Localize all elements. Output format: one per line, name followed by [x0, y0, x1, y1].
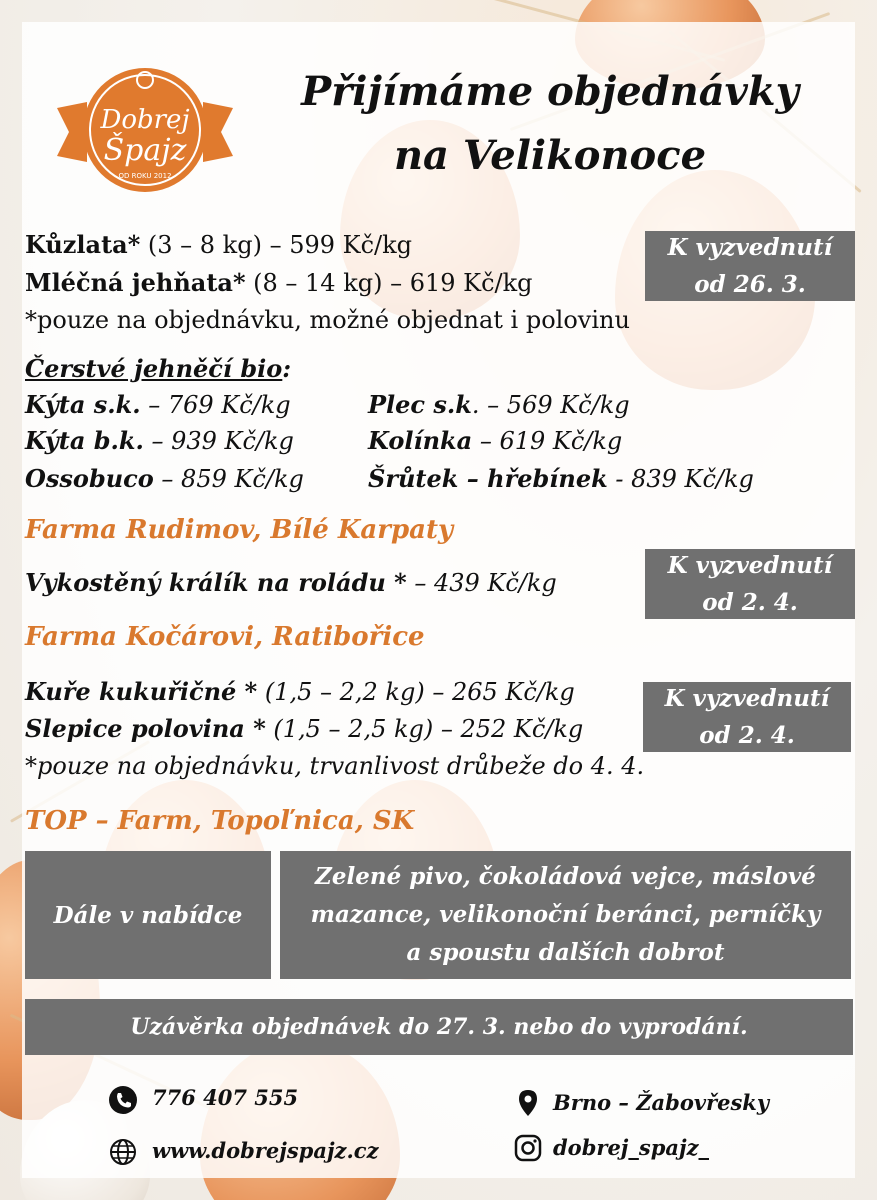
item-price: – 619 Kč/kg: [472, 427, 623, 455]
item-name: Kýta s.k.: [25, 390, 141, 419]
item-name: Šrůtek – hřebínek: [368, 464, 608, 493]
location-pin-icon: [513, 1088, 543, 1118]
item-name: Vykostěný králík na roládu *: [25, 568, 407, 597]
pickup-badge: [645, 549, 855, 619]
kuzlata-line: [25, 230, 412, 259]
lamb-item: [368, 426, 622, 455]
item-price: . – 569 Kč/kg: [471, 391, 630, 419]
item-name: Slepice polovina *: [25, 714, 266, 743]
deadline-text: Uzávěrka objednávek do 27. 3. nebo do vyprodání.: [130, 1013, 748, 1040]
item-name: Plec s.k: [368, 390, 472, 419]
lamb-heading: [25, 354, 291, 383]
offer-line: Zelené pivo, čokoládová vejce, máslové: [315, 863, 816, 890]
item-price: – 439 Kč/kg: [406, 569, 557, 597]
lamb-item: [25, 464, 304, 493]
item-price: (1,5 – 2,2 kg) – 265 Kč/kg: [257, 678, 575, 706]
pickup-date: od 2. 4.: [699, 722, 795, 749]
lamb-heading-text: Čerstvé jehněčí bio: [25, 354, 283, 383]
item-name: Kůzlata*: [25, 230, 141, 259]
pickup-label: K vyzvednutí: [667, 552, 833, 579]
item-name: Mléčná jehňata*: [25, 268, 246, 297]
pickup-date: od 26. 3.: [694, 271, 806, 298]
item-price: – 769 Kč/kg: [140, 391, 291, 419]
item-name: Ossobuco: [25, 464, 154, 493]
offer-label: Dále v nabídce: [53, 901, 243, 929]
lamb-item: [368, 464, 754, 493]
svg-text:OD ROKU 2012: OD ROKU 2012: [118, 172, 172, 180]
page-title: [250, 60, 850, 188]
lamb-heading-colon: :: [282, 354, 292, 383]
phone-number[interactable]: 776 407 555: [152, 1085, 299, 1110]
location-text: Brno – Žabovřesky: [553, 1090, 770, 1115]
dobrej-spajz-logo: [57, 62, 233, 194]
offer-line: mazance, velikonoční beránci, perníčky: [310, 901, 821, 928]
item-name: Kýta b.k.: [25, 426, 144, 455]
item-price: – 859 Kč/kg: [153, 465, 304, 493]
farm-heading: Farma Kočárovi, Ratibořice: [25, 622, 425, 652]
item-name: Kolínka: [368, 426, 473, 455]
title-line-1: Přijímáme objednávky: [301, 68, 799, 115]
pickup-date: od 2. 4.: [702, 589, 798, 616]
item-name: Kuře kukuřičné *: [25, 677, 258, 706]
svg-text:Dobrej: Dobrej: [100, 105, 190, 135]
title-line-2: na Velikonoce: [393, 132, 707, 179]
instagram-handle[interactable]: dobrej_spajz_: [553, 1135, 710, 1160]
deadline-banner: [25, 999, 853, 1055]
pickup-label: K vyzvednutí: [667, 234, 833, 261]
item-price: (3 – 8 kg) – 599 Kč/kg: [140, 231, 413, 259]
pickup-badge: [643, 682, 851, 752]
lamb-item: [368, 390, 630, 419]
note-line: *pouze na objednávku, možné objednat i polovinu: [25, 306, 630, 334]
offer-line: a spoustu dalších dobrot: [406, 939, 725, 966]
lamb-item: [25, 390, 291, 419]
hen-line: [25, 714, 583, 743]
farm-heading: TOP – Farm, Topoľnica, SK: [25, 806, 415, 836]
phone-icon: [108, 1085, 138, 1115]
farm-heading: Farma Rudimov, Bílé Karpaty: [25, 515, 454, 545]
chicken-line: [25, 677, 575, 706]
jehnata-line: [25, 268, 533, 297]
item-price: - 839 Kč/kg: [607, 465, 754, 493]
rabbit-line: [25, 568, 557, 597]
globe-icon: [108, 1137, 138, 1167]
pickup-badge: [645, 231, 855, 301]
pickup-label: K vyzvednutí: [664, 685, 830, 712]
lamb-item: [25, 426, 294, 455]
item-price: (8 – 14 kg) – 619 Kč/kg: [245, 269, 533, 297]
svg-text:Špajz: Špajz: [103, 133, 187, 168]
instagram-icon: [513, 1133, 543, 1163]
offer-label-box: [25, 851, 271, 979]
offer-list-box: [280, 851, 851, 979]
item-price: (1,5 – 2,5 kg) – 252 Kč/kg: [265, 715, 584, 743]
item-price: – 939 Kč/kg: [143, 427, 294, 455]
note-line: *pouze na objednávku, trvanlivost drůbeže do 4. 4.: [25, 752, 645, 780]
website-link[interactable]: www.dobrejspajz.cz: [152, 1138, 379, 1163]
